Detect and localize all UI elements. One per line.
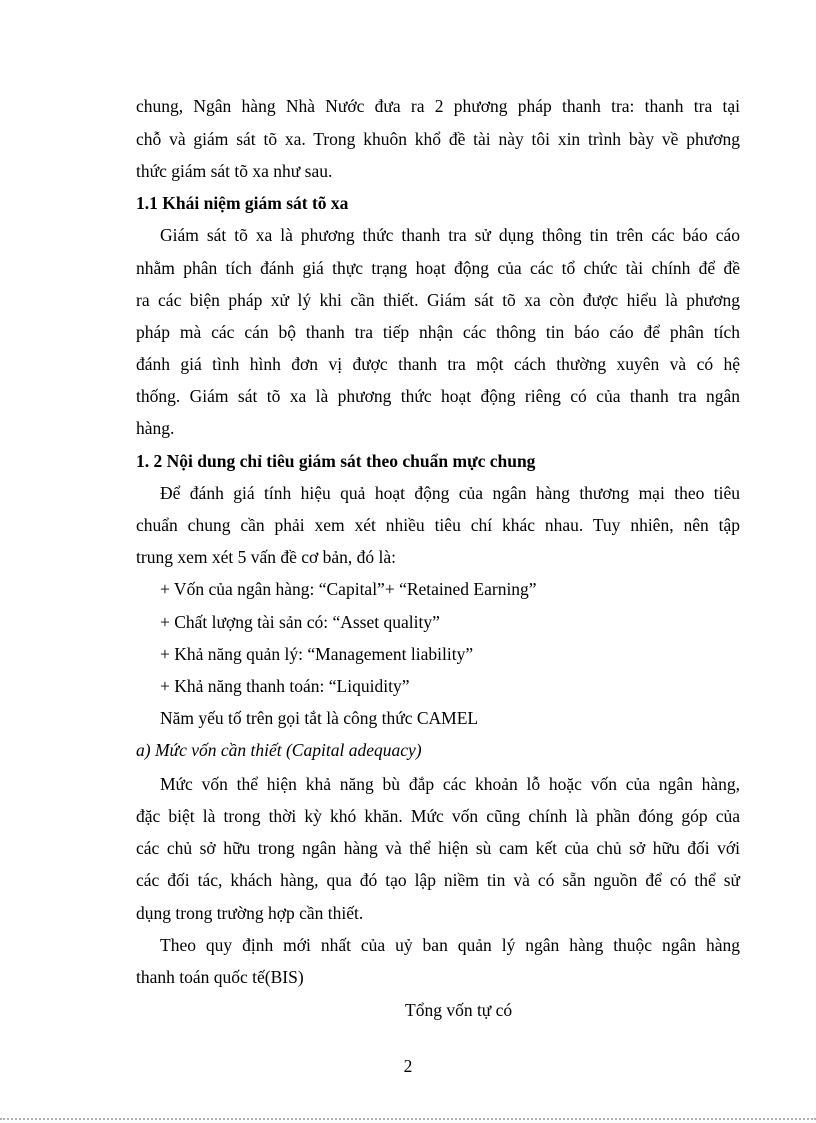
paragraph-line: thống. Giám sát tõ xa là phương thức hoạt động riêng có của thanh tra ngân bbox=[136, 386, 740, 406]
paragraph-line: Theo quy định mới nhất của uỷ ban quản lý ngân hàng thuộc ngân hàng bbox=[160, 935, 740, 955]
paragraph-line: hàng. bbox=[136, 418, 175, 438]
formula-numerator: Tổng vốn tự có bbox=[405, 1000, 513, 1020]
paragraph-line: thanh toán quốc tế(BIS) bbox=[136, 967, 304, 987]
page-number: 2 bbox=[403, 1056, 413, 1076]
list-item: + Khả năng quản lý: “Management liability” bbox=[160, 644, 474, 664]
paragraph-line: chuẩn chung cần phải xem xét nhiều tiêu chí khác nhau. Tuy nhiên, nên tập bbox=[136, 515, 740, 535]
paragraph-line: chung, Ngân hàng Nhà Nước đưa ra 2 phương pháp thanh tra: thanh tra tại bbox=[136, 96, 740, 116]
paragraph-line: Mức vốn thể hiện khả năng bù đắp các khoản lỗ hoặc vốn của ngân hàng, bbox=[160, 774, 740, 794]
paragraph-line: thức giám sát tõ xa như sau. bbox=[136, 161, 333, 181]
paragraph-line: các chủ sở hữu trong ngân hàng và thể hiện sù cam kết của chủ sở hữu đối với bbox=[136, 838, 740, 858]
paragraph-line: các đối tác, khách hàng, qua đó tạo lập niềm tin và có sẵn nguồn để có thể sử bbox=[136, 870, 740, 890]
paragraph-line: ra các biện pháp xử lý khi cần thiết. Giám sát tõ xa còn được hiểu là phương bbox=[136, 290, 740, 310]
list-item: + Khả năng thanh toán: “Liquidity” bbox=[160, 676, 410, 696]
paragraph-line: đánh giá tình hình đơn vị được thanh tra một cách thường xuyên và có hệ bbox=[136, 354, 740, 374]
paragraph-line: nhằm phân tích đánh giá thực trạng hoạt động của các tổ chức tài chính để đề bbox=[136, 258, 740, 278]
paragraph-line: chỗ và giám sát tõ xa. Trong khuôn khổ đề tài này tôi xin trình bày về phương bbox=[136, 129, 740, 149]
paragraph-line: đặc biệt là trong thời kỳ khó khăn. Mức vốn cũng chính là phần đóng góp của bbox=[136, 806, 740, 826]
paragraph-line: Giám sát tõ xa là phương thức thanh tra sử dụng thông tin trên các báo cáo bbox=[160, 225, 740, 245]
paragraph-line: trung xem xét 5 vấn đề cơ bản, đó là: bbox=[136, 547, 397, 567]
list-item: + Chất lượng tài sản có: “Asset quality” bbox=[160, 612, 440, 632]
section-heading-1-1: 1.1 Khái niệm giám sát tõ xa bbox=[136, 193, 349, 213]
page-bottom-border bbox=[0, 1118, 816, 1120]
section-heading-1-2: 1. 2 Nội dung chỉ tiêu giám sát theo chuẩn mực chung bbox=[136, 451, 536, 471]
paragraph-line: pháp mà các cán bộ thanh tra tiếp nhận các thông tin báo cáo để phân tích bbox=[136, 322, 740, 342]
paragraph-line: dụng trong trường hợp cần thiết. bbox=[136, 903, 364, 923]
paragraph-line: Để đánh giá tính hiệu quả hoạt động của ngân hàng thương mại theo tiêu bbox=[160, 483, 740, 503]
list-item: + Vốn của ngân hàng: “Capital”+ “Retained Earning” bbox=[160, 579, 537, 599]
subsection-heading-a: a) Mức vốn cần thiết (Capital adequacy) bbox=[136, 740, 422, 760]
paragraph-line: Năm yếu tố trên gọi tắt là công thức CAMEL bbox=[160, 708, 479, 728]
